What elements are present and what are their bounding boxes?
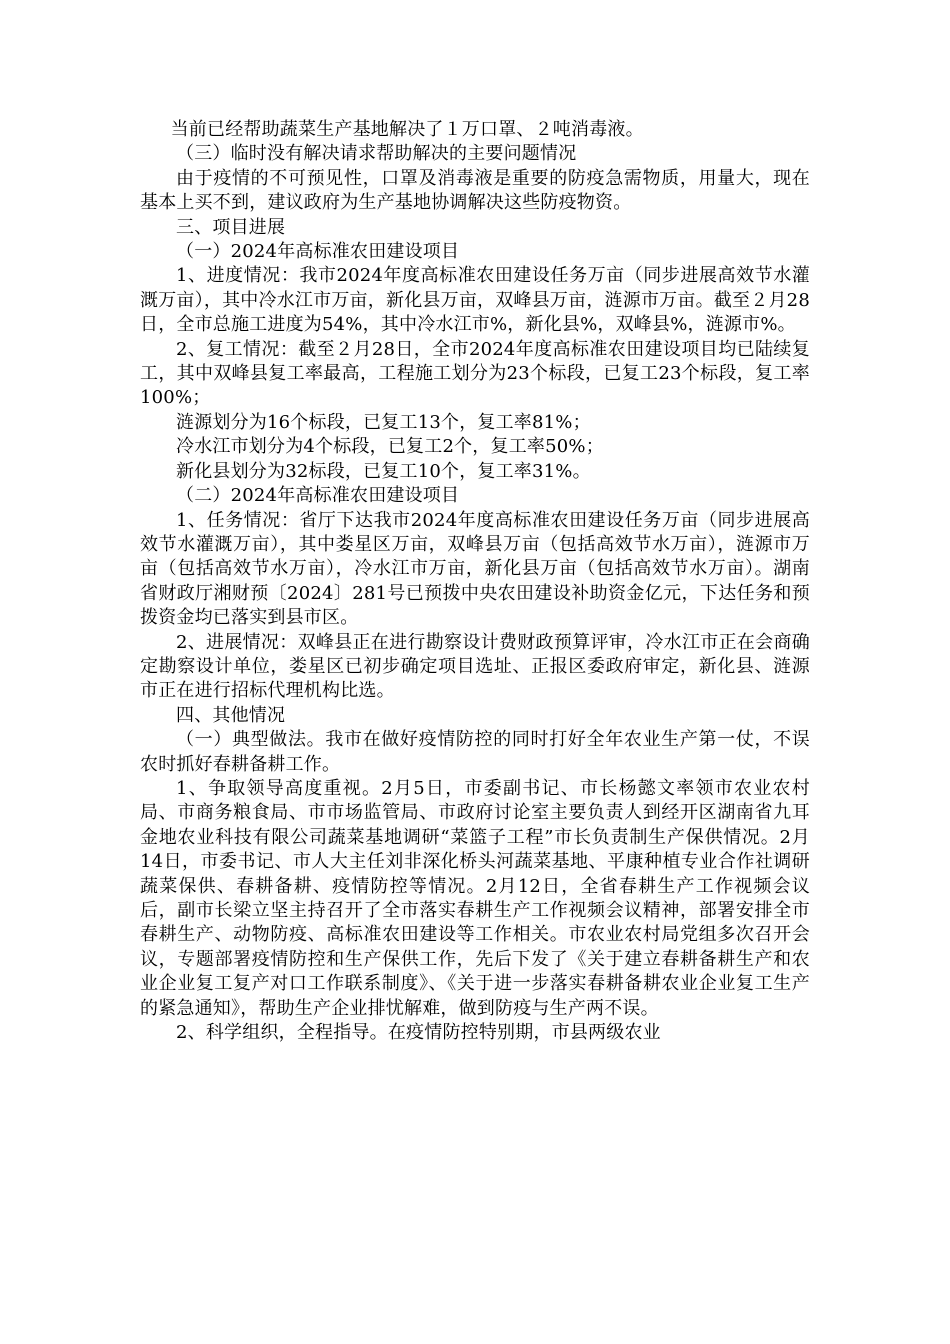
paragraph-scientific-organization: 2、科学组织，全程指导。在疫情防控特别期，市县两级农业 [176, 1022, 661, 1044]
heading-unresolved-issues: （三）临时没有解决请求帮助解决的主要问题情况 [176, 143, 577, 165]
paragraph-development-status: 2、进展情况：双峰县正在进行勘察设计费财政预算评审，冷水江市正在会商确定勘察设计单位，娄星区已初步确定项目选址、正报区委政府审定，新化县、涟源市正在进行招标代理机构比选。 [140, 631, 810, 702]
paragraph-unresolved-issues: 由于疫情的不可预见性，口罩及消毒液是重要的防疫急需物质，用量大，现在基本上买不到，建议政府为生产基地协调解决这些防疫物资。 [140, 167, 810, 214]
document-body [140, 118, 810, 1045]
heading-project-progress: 三、项目进展 [176, 216, 286, 238]
paragraph-progress-status: 1、进度情况：我市2024年度高标准农田建设任务万亩（同步进展高效节水灌溉万亩），其中冷水江市万亩，新化县万亩，双峰县万亩，涟源市万亩。截至２月28日，全市总施工进度为54%，其中冷水江市%，新化县%，双峰县%，涟源市%。 [140, 265, 810, 336]
heading-other-situations: 四、其他情况 [176, 704, 286, 726]
heading-farmland-project-2: （二）2024年高标准农田建设项目 [176, 485, 460, 507]
paragraph-task-status: 1、任务情况：省厅下达我市2024年度高标准农田建设任务万亩（同步进展高效节水灌溉万亩），其中娄星区万亩，双峰县万亩（包括高效节水万亩），涟源市万亩（包括高效节水万亩），冷水江市万亩，新化县万亩（包括高效节水万亩）。湖南省财政厅湘财预〔2024〕281号已预拨中央农田建设补助资金亿元，下达任务和预拨资金均已落实到县市区。 [140, 509, 810, 629]
paragraph-lianyuan-resumption: 涟源划分为16个标段，已复工13个，复工率81%； [176, 411, 591, 433]
paragraph-supplies-solved: 当前已经帮助蔬菜生产基地解决了１万口罩、２吨消毒液。 [170, 119, 644, 140]
paragraph-lengshuijiang-resumption: 冷水江市划分为4个标段，已复工2个，复工率50%； [176, 436, 604, 458]
paragraph-xinhua-resumption: 新化县划分为32标段，已复工10个，复工率31%。 [176, 460, 591, 482]
heading-farmland-project-1: （一）2024年高标准农田建设项目 [176, 241, 460, 263]
paragraph-resumption-status: 2、复工情况：截至２月28日，全市2024年度高标准农田建设项目均已陆续复工，其中双峰县复工率最高，工程施工划分为23个标段，已复工23个标段，复工率100%； [140, 338, 810, 409]
paragraph-leadership-attention: 1、争取领导高度重视。2月5日，市委副书记、市长杨懿文率领市农业农村局、市商务粮食局、市市场监管局、市政府讨论室主要负责人到经开区湖南省九耳金地农业科技有限公司蔬菜基地调研“菜篮子工程”市长负责制生产保供情况。2月14日，市委书记、市人大主任刘非深化桥头河蔬菜基地、平康种植专业合作社调研蔬菜保供、春耕备耕、疫情防控等情况。2月12日，全省春耕生产工作视频会议后，副市长梁立坚主持召开了全市落实春耕生产工作视频会议精神，部署安排全市春耕生产、动物防疫、高标准农田建设等工作相关。市农业农村局党组多次召开会议，专题部署疫情防控和生产保供工作，先后下发了《关于建立春耕备耕生产和农业企业复工复产对口工作联系制度》、《关于进一步落实春耕备耕农业企业复工生产的紧急通知》，帮助生产企业排忧解难，做到防疫与生产两不误。 [140, 777, 810, 1019]
paragraph-typical-practices: （一）典型做法。我市在做好疫情防控的同时打好全年农业生产第一仗，不误农时抓好春耕备耕工作。 [140, 729, 810, 775]
